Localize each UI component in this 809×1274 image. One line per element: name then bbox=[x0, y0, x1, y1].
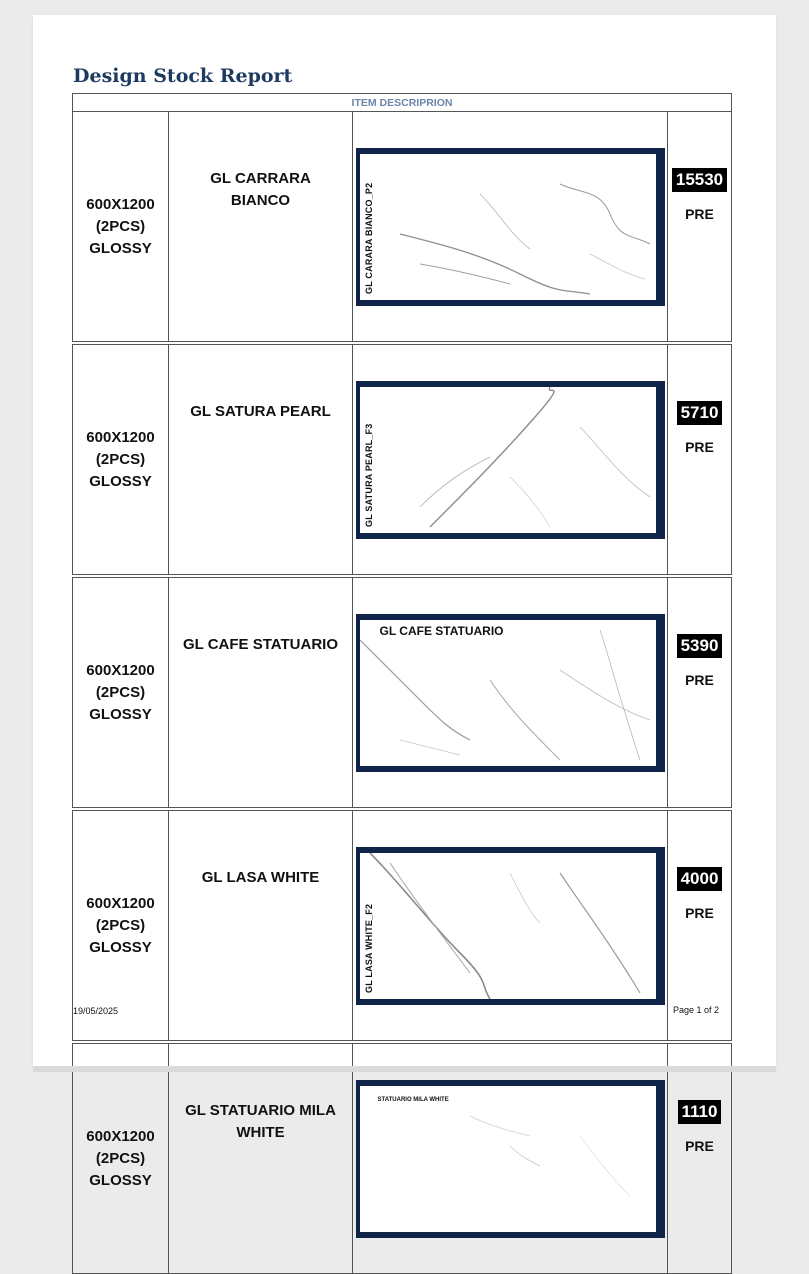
stock-quantity-badge: 15530 bbox=[672, 168, 727, 192]
stock-quantity-badge: 5390 bbox=[677, 634, 723, 658]
tile-image-cell bbox=[353, 578, 668, 808]
design-name: GL SATURA PEARL bbox=[190, 403, 331, 420]
tile-image bbox=[356, 1080, 665, 1238]
design-name-cell bbox=[169, 112, 353, 342]
marble-veins bbox=[360, 620, 656, 766]
design-name-cell bbox=[169, 345, 353, 575]
size-line: 600X1200 bbox=[86, 661, 155, 679]
tile-image-cell bbox=[353, 112, 668, 342]
design-name-cell bbox=[169, 578, 353, 808]
marble-veins bbox=[360, 853, 656, 999]
item-description-header: ITEM DESCRIPRION bbox=[73, 94, 732, 112]
tile-image-cell bbox=[353, 811, 668, 1041]
size-cell bbox=[73, 112, 169, 342]
page-edge-shadow bbox=[33, 1066, 776, 1072]
tile-image bbox=[356, 614, 665, 772]
table-row bbox=[73, 811, 732, 1041]
stock-quantity-badge: 5710 bbox=[677, 401, 723, 425]
marble-veins bbox=[360, 154, 656, 300]
design-name: GL LASA WHITE bbox=[201, 869, 320, 886]
stock-cell bbox=[668, 345, 732, 575]
size-line: 600X1200 bbox=[86, 1127, 155, 1145]
table-row bbox=[73, 578, 732, 808]
report-title: Design Stock Report bbox=[73, 65, 293, 87]
tile-image bbox=[356, 148, 665, 306]
table-header-row bbox=[73, 94, 732, 112]
size-line: GLOSSY bbox=[89, 239, 152, 257]
table-row bbox=[73, 1044, 732, 1274]
tile-label: STATUARIO MILA WHITE bbox=[377, 1096, 449, 1103]
tile-label: GL CARARA BIANCO_P2 bbox=[363, 182, 374, 294]
design-name: GL CARRARA BIANCO bbox=[210, 170, 311, 209]
stock-table bbox=[72, 93, 732, 1274]
marble-veins bbox=[360, 387, 656, 533]
size-line: (2PCS) bbox=[95, 916, 146, 934]
table-row bbox=[73, 345, 732, 575]
stock-quantity-badge: 1110 bbox=[678, 1100, 722, 1124]
size-line: (2PCS) bbox=[95, 217, 146, 235]
stock-cell bbox=[668, 112, 732, 342]
size-line: (2PCS) bbox=[95, 450, 146, 468]
tile-image bbox=[356, 381, 665, 539]
size-line: 600X1200 bbox=[86, 428, 155, 446]
stock-status: PRE bbox=[685, 1138, 714, 1154]
stock-status: PRE bbox=[685, 672, 714, 688]
size-line: 600X1200 bbox=[86, 894, 155, 912]
size-cell bbox=[73, 1044, 169, 1274]
design-name: GL STATUARIO MILA WHITE bbox=[185, 1102, 336, 1141]
size-cell bbox=[73, 578, 169, 808]
size-line: GLOSSY bbox=[89, 705, 152, 723]
stock-cell bbox=[668, 578, 732, 808]
size-line: (2PCS) bbox=[95, 683, 146, 701]
size-line: 600X1200 bbox=[86, 195, 155, 213]
tile-image-cell bbox=[353, 345, 668, 575]
tile-image-cell bbox=[353, 1044, 668, 1274]
tile-label: GL LASA WHITE_F2 bbox=[363, 903, 374, 993]
stock-cell bbox=[668, 1044, 732, 1274]
size-line: (2PCS) bbox=[95, 1149, 146, 1167]
tile-label: GL CAFE STATUARIO bbox=[379, 623, 504, 638]
table-row bbox=[73, 112, 732, 342]
tile-label: GL SATURA PEARL_F3 bbox=[363, 423, 374, 527]
design-name: GL CAFE STATUARIO bbox=[183, 636, 338, 653]
size-line: GLOSSY bbox=[89, 472, 152, 490]
marble-veins bbox=[360, 1086, 656, 1232]
design-name-cell bbox=[169, 1044, 353, 1274]
report-date: 19/05/2025 bbox=[73, 1006, 119, 1016]
report-page bbox=[33, 15, 776, 1189]
size-cell bbox=[73, 345, 169, 575]
stock-status: PRE bbox=[685, 905, 714, 921]
size-line: GLOSSY bbox=[89, 1171, 152, 1189]
stock-quantity-badge: 4000 bbox=[677, 867, 723, 891]
stock-status: PRE bbox=[685, 206, 714, 222]
stock-status: PRE bbox=[685, 439, 714, 455]
page-number: Page 1 of 2 bbox=[672, 1005, 719, 1015]
size-line: GLOSSY bbox=[89, 938, 152, 956]
tile-image bbox=[356, 847, 665, 1005]
design-name-cell bbox=[169, 811, 353, 1041]
